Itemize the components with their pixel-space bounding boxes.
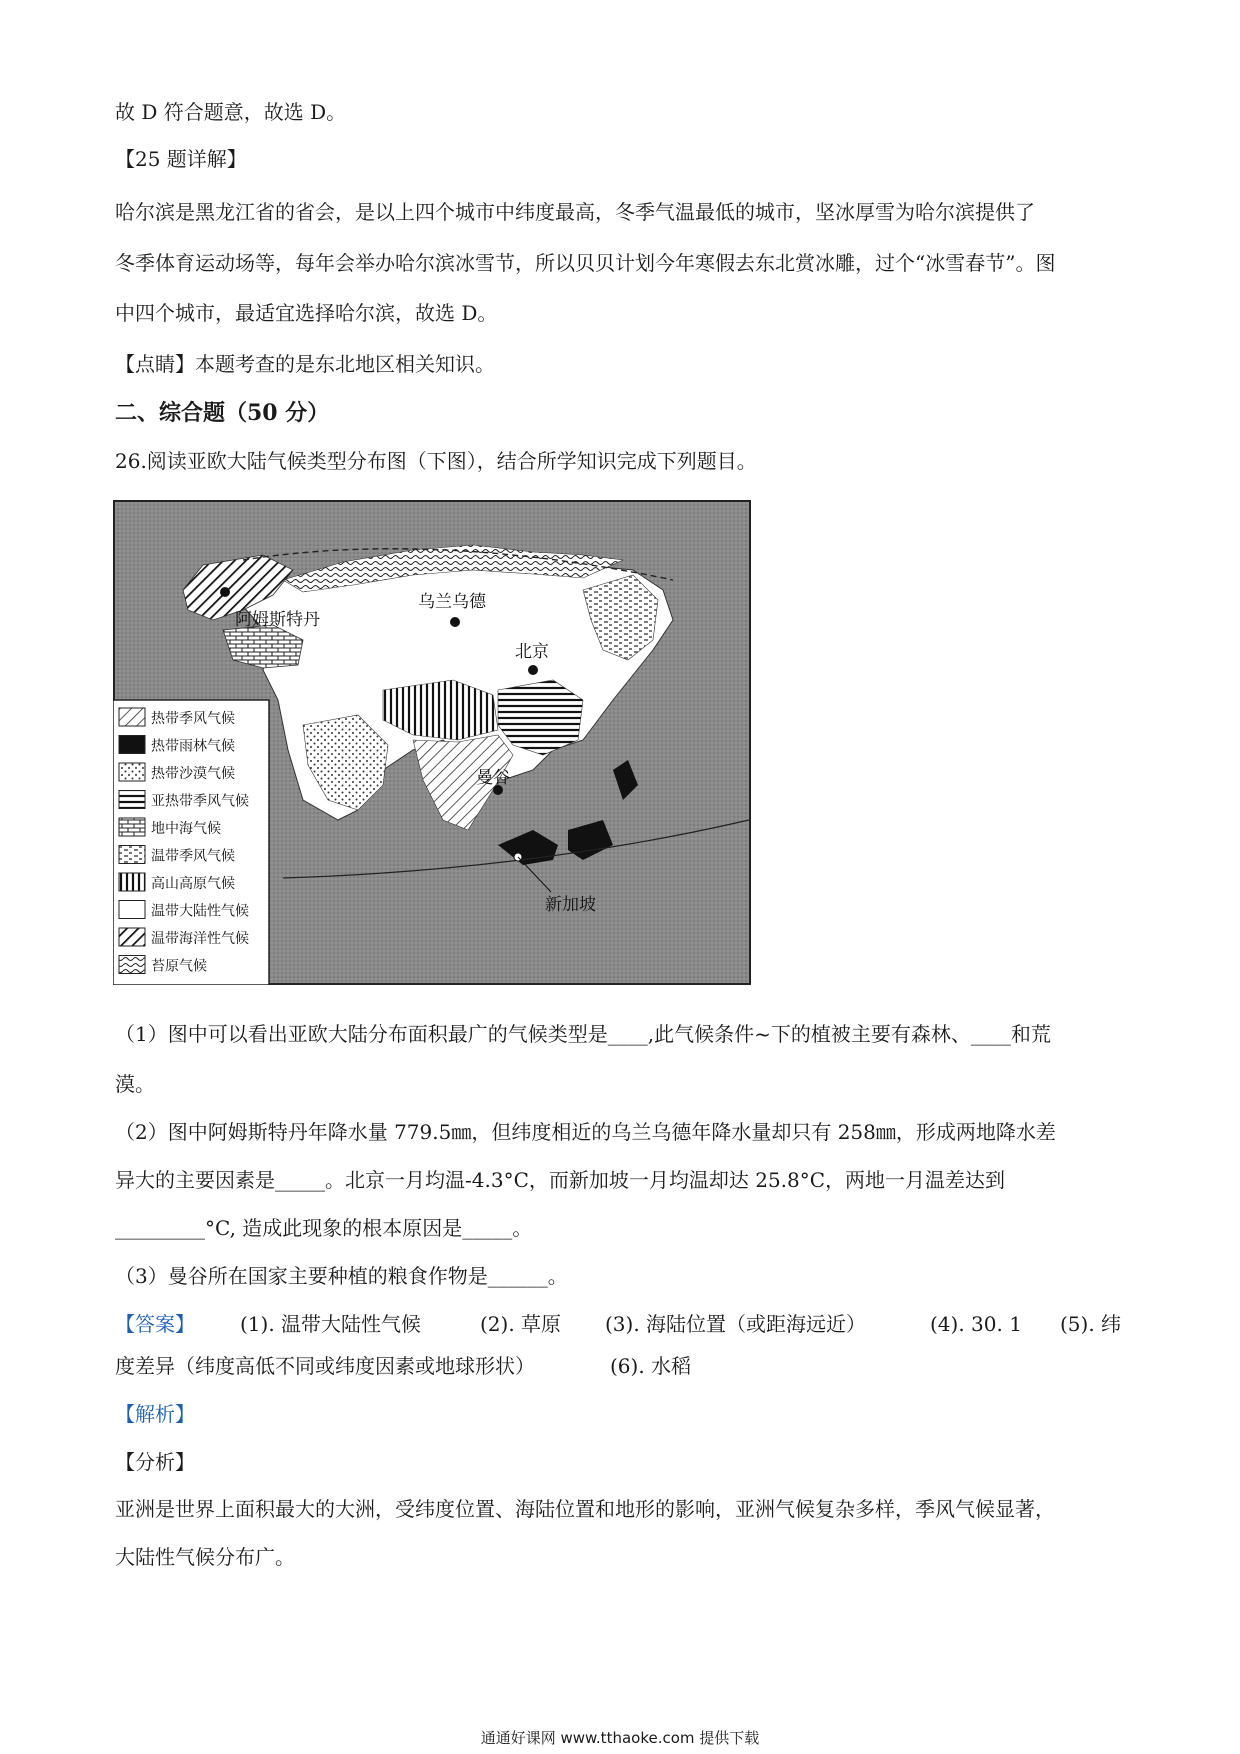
answer-5b: 度差异（纬度高低不同或纬度因素或地球形状） <box>115 1354 535 1378</box>
singapore-label: 新加坡 <box>545 895 596 915</box>
vertical-lines-icon <box>119 873 145 891</box>
diagonal-hatch-icon <box>119 708 145 726</box>
answer-4: (4). 30. 1 <box>930 1312 1022 1336</box>
analysis-tag: 【解析】 <box>115 1402 195 1426</box>
beijing-label: 北京 <box>515 642 549 662</box>
dots-icon <box>119 763 145 781</box>
legend-label: 热带季风气候 <box>151 711 235 727</box>
legend-label: 热带雨林气候 <box>151 738 235 755</box>
blank-icon <box>119 901 145 919</box>
legend-label: 苔原气候 <box>151 958 207 975</box>
line-q25-heading: 【25 题详解】 <box>115 147 247 171</box>
sub-question-1a: （1）图中可以看出亚欧大陆分布面积最广的气候类型是____,此气候条件~下的植被主要有森林、____和荒 <box>115 1022 1051 1046</box>
answer-1: (1). 温带大陆性气候 <box>240 1312 422 1336</box>
section-heading: 二、综合题（50 分） <box>115 400 330 426</box>
answer-tag: 【答案】 <box>115 1312 195 1336</box>
line-q25-p1: 哈尔滨是黑龙江省的省会，是以上四个城市中纬度最高，冬季气温最低的城市，坚冰厚雪为哈尔滨提供了 <box>115 200 1035 224</box>
answer-2: (2). 草原 <box>480 1312 562 1336</box>
answer-5a: (5). 纬 <box>1060 1312 1122 1336</box>
climate-map <box>113 500 751 985</box>
footer-text: 通通好课网 www.tthaoke.com 提供下载 <box>480 1729 760 1747</box>
amsterdam-dot <box>220 587 230 597</box>
sub-question-2b: 异大的主要因素是_____。北京一月均温-4.3°C，而新加坡一月均温却达 25.8°C，两地一月温差达到 <box>115 1168 1006 1192</box>
explanation-1: 亚洲是世界上面积最大的大洲，受纬度位置、海陆位置和地形的影响，亚洲气候复杂多样，季风气候显著， <box>115 1497 1055 1521</box>
legend-label: 地中海气候 <box>151 821 221 837</box>
ulanude-label: 乌兰乌德 <box>418 592 486 612</box>
answer-3: (3). 海陆位置（或距海远近） <box>605 1312 867 1336</box>
line-dianjing: 【点睛】本题考查的是东北地区相关知识。 <box>115 352 495 376</box>
horizontal-lines-icon <box>119 791 145 809</box>
sub-question-2c: _________°C, 造成此现象的根本原因是_____。 <box>115 1216 533 1240</box>
sub-question-3: （3）曼谷所在国家主要种植的粮食作物是______。 <box>115 1264 568 1288</box>
explanation-2: 大陆性气候分布广。 <box>115 1545 295 1569</box>
line-q25-p2: 冬季体育运动场等，每年会举办哈尔滨冰雪节，所以贝贝计划今年寒假去东北赏冰雕，过个“冰雪春节”。图 <box>115 251 1056 275</box>
legend-label: 温带大陆性气候 <box>151 903 249 920</box>
question-26: 26.阅读亚欧大陆气候类型分布图（下图），结合所学知识完成下列题目。 <box>115 449 757 473</box>
bold-diagonal-icon <box>119 928 145 946</box>
dashes-icon <box>119 846 145 864</box>
amsterdam-label: 阿姆斯特丹 <box>235 610 320 630</box>
line-q25-p3: 中四个城市，最适宜选择哈尔滨，故选 D。 <box>115 301 498 325</box>
beijing-dot <box>528 665 538 675</box>
fenxi-heading: 【分析】 <box>115 1450 195 1474</box>
bangkok-label: 曼谷 <box>476 768 510 788</box>
ulanude-dot <box>450 617 460 627</box>
legend-label: 亚热带季风气候 <box>151 793 249 810</box>
legend-label: 高山高原气候 <box>151 876 235 892</box>
wavy-lines-icon <box>119 956 145 974</box>
legend-label: 温带季风气候 <box>151 848 235 865</box>
legend-label: 热带沙漠气候 <box>151 766 235 782</box>
legend-label: 温带海洋性气候 <box>151 931 249 947</box>
sub-question-2a: （2）图中阿姆斯特丹年降水量 779.5㎜，但纬度相近的乌兰乌德年降水量却只有 258㎜，形成两地降水差 <box>115 1120 1056 1144</box>
line-conclusion: 故 D 符合题意，故选 D。 <box>115 100 347 124</box>
solid-black-icon <box>119 736 145 754</box>
answer-6: (6). 水稻 <box>610 1354 692 1378</box>
brick-icon <box>119 818 145 836</box>
sub-question-1b: 漠。 <box>115 1072 155 1096</box>
